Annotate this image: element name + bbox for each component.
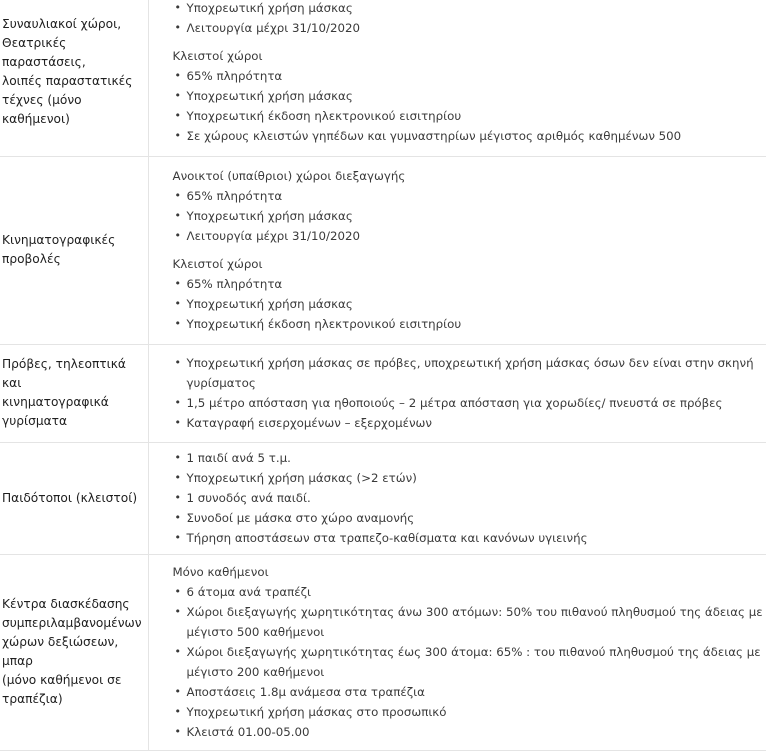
bullet-icon: • [175,18,182,38]
row-content [148,156,766,344]
list-item: • Υποχρεωτική χρήση μάσκας [173,294,766,314]
bullet-icon: • [175,106,182,126]
list-item: • Υποχρεωτική έκδοση ηλεκτρονικού εισιτηρίου [173,314,766,334]
bullet-icon: • [175,186,182,206]
row-label: Πρόβες, τηλεοπτικά και κινηματογραφικά γυρίσματα [0,344,148,442]
bullet-list [173,274,766,334]
row-label: Κέντρα διασκέδασης συμπεριλαμβανομένων χώρων δεξιώσεων, μπαρ (μόνο καθήμενοι σε τραπέζια) [0,554,148,750]
bullet-icon: • [175,528,182,548]
bullet-list [173,448,766,548]
bullet-list [173,0,766,38]
list-item: • Χώροι διεξαγωγής χωρητικότητας άνω 300 ατόμων: 50% του πιθανού πληθυσμού της άδειας με μέγιστο 500 καθήμενοι [173,602,766,642]
group-title: Μόνο καθήμενοι [173,562,766,582]
bullet-icon: • [175,642,182,662]
group-title: Κλειστοί χώροι [173,254,766,274]
list-item: • Υποχρεωτική χρήση μάσκας [173,86,766,106]
bullet-icon: • [175,274,182,294]
bullet-icon: • [175,413,182,433]
bullet-list [173,66,766,146]
row-content [148,344,766,442]
list-item: • Τήρηση αποστάσεων στα τραπεζο-καθίσματα και κανόνων υγιεινής [173,528,766,548]
list-item: • Χώροι διεξαγωγής χωρητικότητας έως 300 άτομα: 65% : του πιθανού πληθυσμού της άδειας με μέγιστο 200 καθήμενοι [173,642,766,682]
group-title: Κλειστοί χώροι [173,46,766,66]
row-content [148,442,766,554]
list-item: • Καταγραφή εισερχομένων – εξερχομένων [173,413,766,433]
bullet-icon: • [175,86,182,106]
bullet-icon: • [175,702,182,722]
bullet-icon: • [175,206,182,226]
list-item: • Κλειστά 01.00-05.00 [173,722,766,742]
bullet-icon: • [175,582,182,602]
list-item: • Συνοδοί με μάσκα στο χώρο αναμονής [173,508,766,528]
list-item: • Υποχρεωτική χρήση μάσκας [173,206,766,226]
bullet-icon: • [175,682,182,702]
bullet-icon: • [175,126,182,146]
bullet-icon: • [175,722,182,742]
list-item: • Λειτουργία μέχρι 31/10/2020 [173,226,766,246]
list-item: • 1 παιδί ανά 5 τ.μ. [173,448,766,468]
bullet-list [173,353,766,433]
bullet-icon: • [175,488,182,508]
list-item: • 65% πληρότητα [173,186,766,206]
bullet-icon: • [175,468,182,488]
bullet-list [173,186,766,246]
bullet-icon: • [175,393,182,413]
row-content [148,554,766,750]
bullet-icon: • [175,226,182,246]
list-item: • 1,5 μέτρο απόσταση για ηθοποιούς – 2 μέτρα απόσταση για χορωδίες/ πνευστά σε πρόβες [173,393,766,413]
table-row [0,156,766,344]
row-content [148,0,766,156]
bullet-icon: • [175,294,182,314]
bullet-icon: • [175,353,182,373]
table-row [0,344,766,442]
list-item: • Υποχρεωτική χρήση μάσκας (>2 ετών) [173,468,766,488]
list-item: • Υποχρεωτική χρήση μάσκας σε πρόβες, υποχρεωτική χρήση μάσκας όσων δεν είναι στην σκηνή γυρίσματος [173,353,766,393]
row-label: Συναυλιακοί χώροι, Θεατρικές παραστάσεις, λοιπές παραστατικές τέχνες (μόνο καθήμενοι) [0,0,148,156]
table-row [0,442,766,554]
list-item: • 65% πληρότητα [173,66,766,86]
bullet-icon: • [175,602,182,622]
list-item: • 6 άτομα ανά τραπέζι [173,582,766,602]
table-row [0,554,766,750]
list-item: • Υποχρεωτική χρήση μάσκας στο προσωπικό [173,702,766,722]
row-label: Παιδότοποι (κλειστοί) [0,442,148,554]
group-title: Ανοικτοί (υπαίθριοι) χώροι διεξαγωγής [173,166,766,186]
table-row [0,0,766,156]
list-item: • 1 συνοδός ανά παιδί. [173,488,766,508]
bullet-icon: • [175,66,182,86]
list-item: • Υποχρεωτική χρήση μάσκας [173,0,766,18]
bullet-icon: • [175,508,182,528]
list-item: • Υποχρεωτική έκδοση ηλεκτρονικού εισιτηρίου [173,106,766,126]
bullet-icon: • [175,0,182,18]
list-item: • Λειτουργία μέχρι 31/10/2020 [173,18,766,38]
bullet-icon: • [175,314,182,334]
row-label: Κινηματογραφικές προβολές [0,156,148,344]
bullet-icon: • [175,448,182,468]
list-item: • 65% πληρότητα [173,274,766,294]
list-item: • Αποστάσεις 1.8μ ανάμεσα στα τραπέζια [173,682,766,702]
list-item: • Σε χώρους κλειστών γηπέδων και γυμναστηρίων μέγιστος αριθμός καθημένων 500 [173,126,766,146]
bullet-list [173,582,766,742]
